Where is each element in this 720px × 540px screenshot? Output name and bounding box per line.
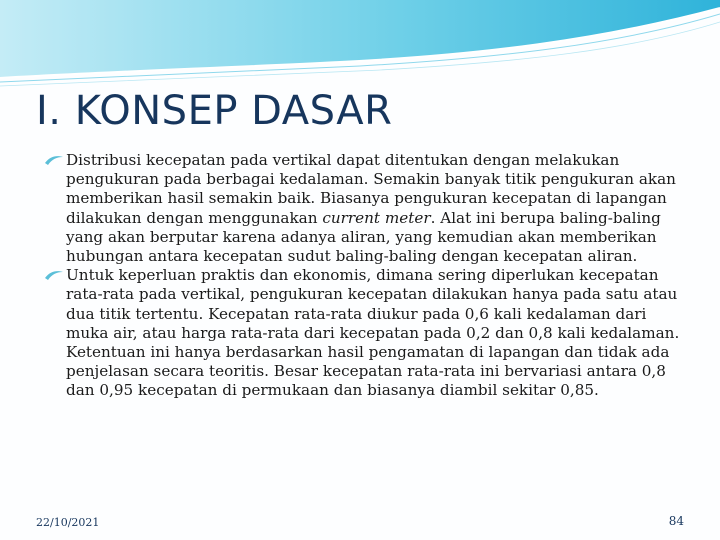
bullet-text-italic: current meter	[322, 208, 431, 227]
slide-body	[44, 151, 686, 401]
slide-title: I. KONSEP DASAR	[36, 88, 393, 134]
bullet-item	[44, 266, 686, 400]
bullet-item	[44, 151, 686, 266]
bullet-text-part: . Alat ini berupa baling-baling yang akan berputar karena adanya aliran, yang kemudian akan memberikan hubungan antara kecepatan sudut baling-baling dengan kecepatan aliran.	[66, 208, 661, 266]
bullet-text	[66, 151, 686, 266]
bullet-text-part: Distribusi kecepatan pada vertikal dapat ditentukan dengan melakukan pengukuran pada berbagai kedalaman. Semakin banyak titik pengukuran akan memberikan hasil semakin baik. Biasanya pengukuran kecepatan di lapangan dilakukan dengan menggunakan	[66, 151, 676, 227]
bullet-text: Untuk keperluan praktis dan ekonomis, dimana sering diperlukan kecepatan rata-rata pada vertikal, pengukuran kecepatan dilakukan hanya pada satu atau dua titik tertentu. Kecepatan rata-rata diukur pada 0,6 kali kedalaman dari muka air, atau harga rata-rata dari kecepatan pada 0,2 dan 0,8 kali kedalaman. Ketentuan ini hanya berdasarkan hasil pengamatan di lapangan dan tidak ada penjelasan secara teoritis. Besar kecepatan rata-rata ini bervariasi antara 0,8 dan 0,95 kecepatan di permukaan dan biasanya diambil sekitar 0,85.	[66, 266, 680, 400]
swoosh-bullet-icon	[44, 154, 64, 166]
page-number: 84	[668, 514, 684, 528]
footer-date: 22/10/2021	[36, 516, 100, 529]
swoosh-bullet-icon	[44, 269, 64, 281]
header-wave-decoration	[0, 0, 720, 90]
